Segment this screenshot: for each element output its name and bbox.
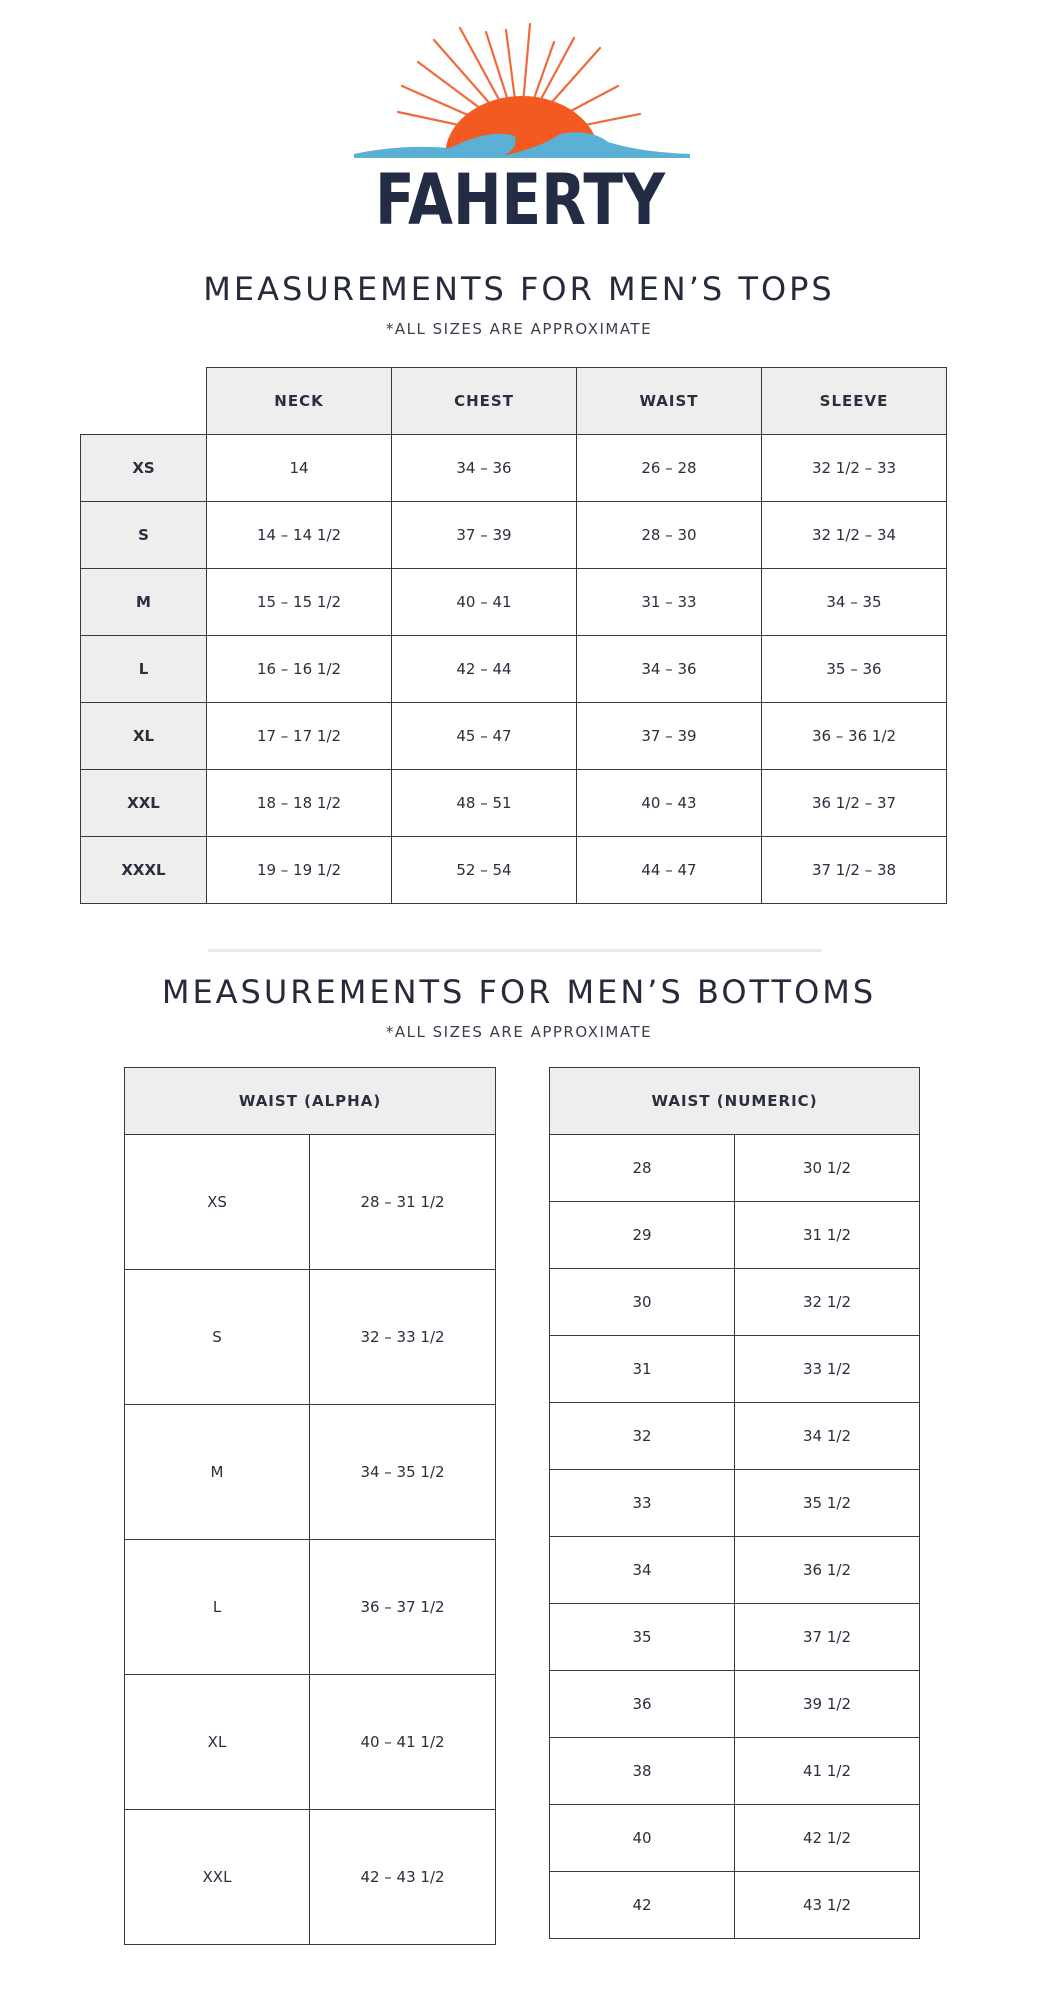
faherty-logo — [340, 18, 700, 238]
header-waist-alpha: WAIST (ALPHA) — [125, 1068, 496, 1135]
table-row — [81, 837, 947, 904]
chest-cell: 52 – 54 — [392, 837, 577, 904]
table-row — [125, 1810, 496, 1945]
header-waist: WAIST — [577, 368, 762, 435]
table-row — [550, 1470, 920, 1537]
numeric-header-row — [550, 1068, 920, 1135]
table-row — [550, 1805, 920, 1872]
waist-cell: 26 – 28 — [577, 435, 762, 502]
numeric-value-cell: 35 1/2 — [735, 1470, 920, 1537]
numeric-size-cell: 38 — [550, 1738, 735, 1805]
size-label: S — [81, 502, 207, 569]
numeric-value-cell: 34 1/2 — [735, 1403, 920, 1470]
numeric-size-cell: 30 — [550, 1269, 735, 1336]
sleeve-cell: 34 – 35 — [762, 569, 947, 636]
table-row — [550, 1537, 920, 1604]
chest-cell: 42 – 44 — [392, 636, 577, 703]
neck-cell: 17 – 17 1/2 — [207, 703, 392, 770]
chest-cell: 40 – 41 — [392, 569, 577, 636]
size-label: XL — [81, 703, 207, 770]
alpha-size-cell: S — [125, 1270, 310, 1405]
numeric-size-cell: 33 — [550, 1470, 735, 1537]
size-label: L — [81, 636, 207, 703]
numeric-size-cell: 40 — [550, 1805, 735, 1872]
alpha-header-row — [125, 1068, 496, 1135]
alpha-value-cell: 42 – 43 1/2 — [310, 1810, 496, 1945]
numeric-value-cell: 30 1/2 — [735, 1135, 920, 1202]
alpha-value-cell: 32 – 33 1/2 — [310, 1270, 496, 1405]
numeric-size-cell: 34 — [550, 1537, 735, 1604]
table-row — [125, 1405, 496, 1540]
sleeve-cell: 37 1/2 – 38 — [762, 837, 947, 904]
table-row — [550, 1336, 920, 1403]
numeric-value-cell: 41 1/2 — [735, 1738, 920, 1805]
tops-title: MEASUREMENTS FOR MEN’S TOPS — [203, 270, 835, 308]
numeric-size-cell: 35 — [550, 1604, 735, 1671]
waist-cell: 31 – 33 — [577, 569, 762, 636]
alpha-size-cell: XXL — [125, 1810, 310, 1945]
alpha-size-cell: XL — [125, 1675, 310, 1810]
numeric-size-cell: 29 — [550, 1202, 735, 1269]
sleeve-cell: 36 – 36 1/2 — [762, 703, 947, 770]
sleeve-cell: 35 – 36 — [762, 636, 947, 703]
chest-cell: 48 – 51 — [392, 770, 577, 837]
waist-cell: 40 – 43 — [577, 770, 762, 837]
numeric-value-cell: 39 1/2 — [735, 1671, 920, 1738]
table-row — [550, 1202, 920, 1269]
sleeve-cell: 32 1/2 – 34 — [762, 502, 947, 569]
tops-subtitle: *ALL SIZES ARE APPROXIMATE — [385, 320, 653, 338]
alpha-size-cell: L — [125, 1540, 310, 1675]
numeric-size-cell: 31 — [550, 1336, 735, 1403]
alpha-size-cell: M — [125, 1405, 310, 1540]
waist-cell: 34 – 36 — [577, 636, 762, 703]
chest-cell: 37 – 39 — [392, 502, 577, 569]
alpha-value-cell: 40 – 41 1/2 — [310, 1675, 496, 1810]
table-row — [81, 770, 947, 837]
tops-corner-cell — [81, 368, 207, 435]
waist-cell: 37 – 39 — [577, 703, 762, 770]
waist-alpha-table — [124, 1067, 496, 1945]
table-row — [550, 1604, 920, 1671]
size-label: M — [81, 569, 207, 636]
tops-header-row — [81, 368, 947, 435]
neck-cell: 16 – 16 1/2 — [207, 636, 392, 703]
table-row — [81, 502, 947, 569]
header-chest: CHEST — [392, 368, 577, 435]
table-row — [125, 1270, 496, 1405]
table-row — [550, 1269, 920, 1336]
alpha-value-cell: 36 – 37 1/2 — [310, 1540, 496, 1675]
section-divider — [208, 949, 822, 952]
numeric-value-cell: 32 1/2 — [735, 1269, 920, 1336]
numeric-size-cell: 28 — [550, 1135, 735, 1202]
alpha-value-cell: 28 – 31 1/2 — [310, 1135, 496, 1270]
alpha-size-cell: XS — [125, 1135, 310, 1270]
table-row — [81, 435, 947, 502]
numeric-value-cell: 42 1/2 — [735, 1805, 920, 1872]
table-row — [550, 1738, 920, 1805]
neck-cell: 14 — [207, 435, 392, 502]
table-row — [550, 1671, 920, 1738]
neck-cell: 15 – 15 1/2 — [207, 569, 392, 636]
size-label: XXXL — [81, 837, 207, 904]
numeric-size-cell: 42 — [550, 1872, 735, 1939]
numeric-value-cell: 36 1/2 — [735, 1537, 920, 1604]
alpha-value-cell: 34 – 35 1/2 — [310, 1405, 496, 1540]
tops-size-table — [80, 367, 947, 904]
logo-wordmark: FAHERTY — [375, 159, 667, 238]
numeric-value-cell: 33 1/2 — [735, 1336, 920, 1403]
waist-cell: 44 – 47 — [577, 837, 762, 904]
table-row — [550, 1872, 920, 1939]
size-label: XXL — [81, 770, 207, 837]
sleeve-cell: 32 1/2 – 33 — [762, 435, 947, 502]
numeric-value-cell: 43 1/2 — [735, 1872, 920, 1939]
size-label: XS — [81, 435, 207, 502]
neck-cell: 18 – 18 1/2 — [207, 770, 392, 837]
bottoms-subtitle: *ALL SIZES ARE APPROXIMATE — [385, 1023, 653, 1041]
header-waist-numeric: WAIST (NUMERIC) — [550, 1068, 920, 1135]
table-row — [81, 703, 947, 770]
sleeve-cell: 36 1/2 – 37 — [762, 770, 947, 837]
table-row — [125, 1675, 496, 1810]
header-neck: NECK — [207, 368, 392, 435]
numeric-value-cell: 37 1/2 — [735, 1604, 920, 1671]
waist-numeric-table — [549, 1067, 920, 1939]
bottoms-title: MEASUREMENTS FOR MEN’S BOTTOMS — [161, 973, 877, 1011]
numeric-size-cell: 36 — [550, 1671, 735, 1738]
header-sleeve: SLEEVE — [762, 368, 947, 435]
neck-cell: 14 – 14 1/2 — [207, 502, 392, 569]
table-row — [125, 1540, 496, 1675]
table-row — [550, 1403, 920, 1470]
table-row — [81, 569, 947, 636]
neck-cell: 19 – 19 1/2 — [207, 837, 392, 904]
waist-cell: 28 – 30 — [577, 502, 762, 569]
table-row — [125, 1135, 496, 1270]
numeric-value-cell: 31 1/2 — [735, 1202, 920, 1269]
numeric-size-cell: 32 — [550, 1403, 735, 1470]
chest-cell: 34 – 36 — [392, 435, 577, 502]
chest-cell: 45 – 47 — [392, 703, 577, 770]
table-row — [81, 636, 947, 703]
table-row — [550, 1135, 920, 1202]
